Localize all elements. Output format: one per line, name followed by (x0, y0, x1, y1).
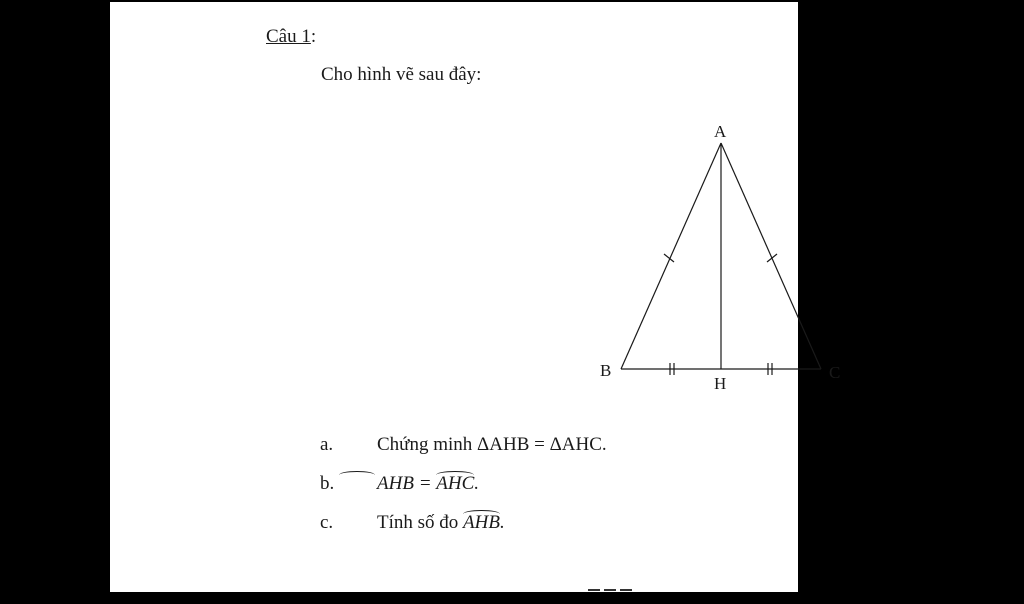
side-ac (721, 143, 821, 369)
tick-ac (767, 254, 777, 262)
item-c-letter: c. (320, 512, 334, 533)
item-a-letter: a. (320, 434, 334, 455)
question-intro: Cho hình vẽ sau đây: (321, 64, 482, 85)
item-b-text (377, 473, 479, 495)
document-page (110, 2, 841, 592)
item-b-angle-1: AHB (377, 473, 414, 494)
cut-off-text-fragment (588, 586, 636, 592)
question-label: Câu 1 (266, 26, 311, 47)
item-b-equals: = (413, 473, 437, 494)
item-c-prefix: Tính số đo (377, 512, 464, 533)
item-b-end: . (474, 473, 480, 494)
triangle-figure (480, 114, 841, 404)
question-heading (266, 26, 316, 48)
item-c-end: . (499, 512, 505, 533)
question-colon: : (310, 26, 317, 47)
item-b-letter: b. (320, 473, 335, 494)
item-b-angle-2: AHC (436, 473, 475, 494)
item-a-text: Chứng minh ΔAHB = ΔAHC. (377, 434, 607, 455)
label-a: A (714, 122, 727, 141)
label-h: H (714, 374, 727, 393)
label-c: C (829, 363, 841, 382)
label-b: B (600, 361, 612, 380)
item-c-text (377, 512, 505, 534)
item-c-angle: AHB (463, 512, 500, 533)
side-ab (621, 143, 721, 369)
